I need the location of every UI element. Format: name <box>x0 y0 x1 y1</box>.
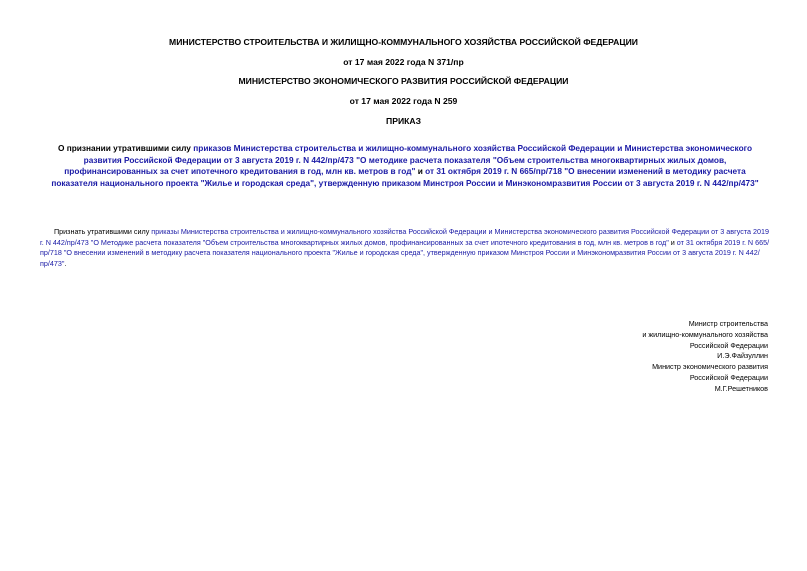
body-prefix: Признать утратившими силу <box>54 227 152 236</box>
body-suffix: . <box>64 259 67 269</box>
signature-line: Российской Федерации <box>689 340 768 350</box>
body-middle: и <box>668 237 677 247</box>
signature-line: и жилищно-коммунального хозяйства <box>642 329 768 339</box>
signature-block <box>642 319 768 395</box>
signature-line: Министр строительства <box>688 319 768 328</box>
order-date-construction: от 17 мая 2022 года N 371/пр <box>343 57 464 67</box>
order-paragraph <box>40 227 772 270</box>
title-link-orders[interactable]: приказов Министерства строительства и жилищно-коммунального хозяйства Российской Федерации и Министерства экономического развития Российской Федерации от 3 августа 2019 г. N 442/пр/473 "О методике расчета показателя "Объем строительства многоквартирных жилых домов, профинансированных за счет ипотечного кредитования в год, млн кв. метров в год" <box>64 143 753 177</box>
document-type: ПРИКАЗ <box>386 116 421 126</box>
title-prefix: О признании утратившими силу <box>57 143 194 153</box>
title-link-amendment[interactable]: от 31 октября 2019 г. N 665/пр/718 "О внесении изменений в методику расчета показателя национального проекта "Жилье и городская среда", утвержденную приказом Минстроя России и Минэкономразвития России от 3 августа 2019 г. N 442/пр/473" <box>51 166 759 188</box>
body-link-amendment[interactable]: от 31 октября 2019 г. N 665/пр/718 "О внесении изменений в методику расчета показателя национального проекта "Жилье и городская среда", утвержденную приказом Минстроя России и Минэкономразвития России от 3 августа 2019 г. N 442/пр/473" <box>40 237 770 269</box>
signature-line: Министр экономического развития <box>652 362 768 372</box>
order-date-economy: от 17 мая 2022 года N 259 <box>349 96 458 106</box>
ministry-construction-heading: МИНИСТЕРСТВО СТРОИТЕЛЬСТВА И ЖИЛИЩНО-КОММУНАЛЬНОГО ХОЗЯЙСТВА РОССИЙСКОЙ ФЕДЕРАЦИИ <box>169 37 638 47</box>
signature-line: Российской Федерации <box>689 372 768 382</box>
ministry-economy-heading: МИНИСТЕРСТВО ЭКОНОМИЧЕСКОГО РАЗВИТИЯ РОССИЙСКОЙ ФЕДЕРАЦИИ <box>238 76 569 86</box>
signatory-name-construction: И.Э.Файзуллин <box>717 351 768 361</box>
document-title <box>40 143 770 189</box>
body-link-orders[interactable]: приказы Министерства строительства и жилищно-коммунального хозяйства Российской Федерации и Министерства экономического развития Российской Федерации от 3 августа 2019 г. N 442/пр/473 "О Методике расчета показателя "Объем строительства многоквартирных жилых домов, профинансированных за счет ипотечного кредитования в год, млн кв. метров в год" <box>40 227 770 247</box>
signatory-name-economy: М.Г.Решетников <box>714 383 768 393</box>
title-middle: и <box>415 166 426 177</box>
